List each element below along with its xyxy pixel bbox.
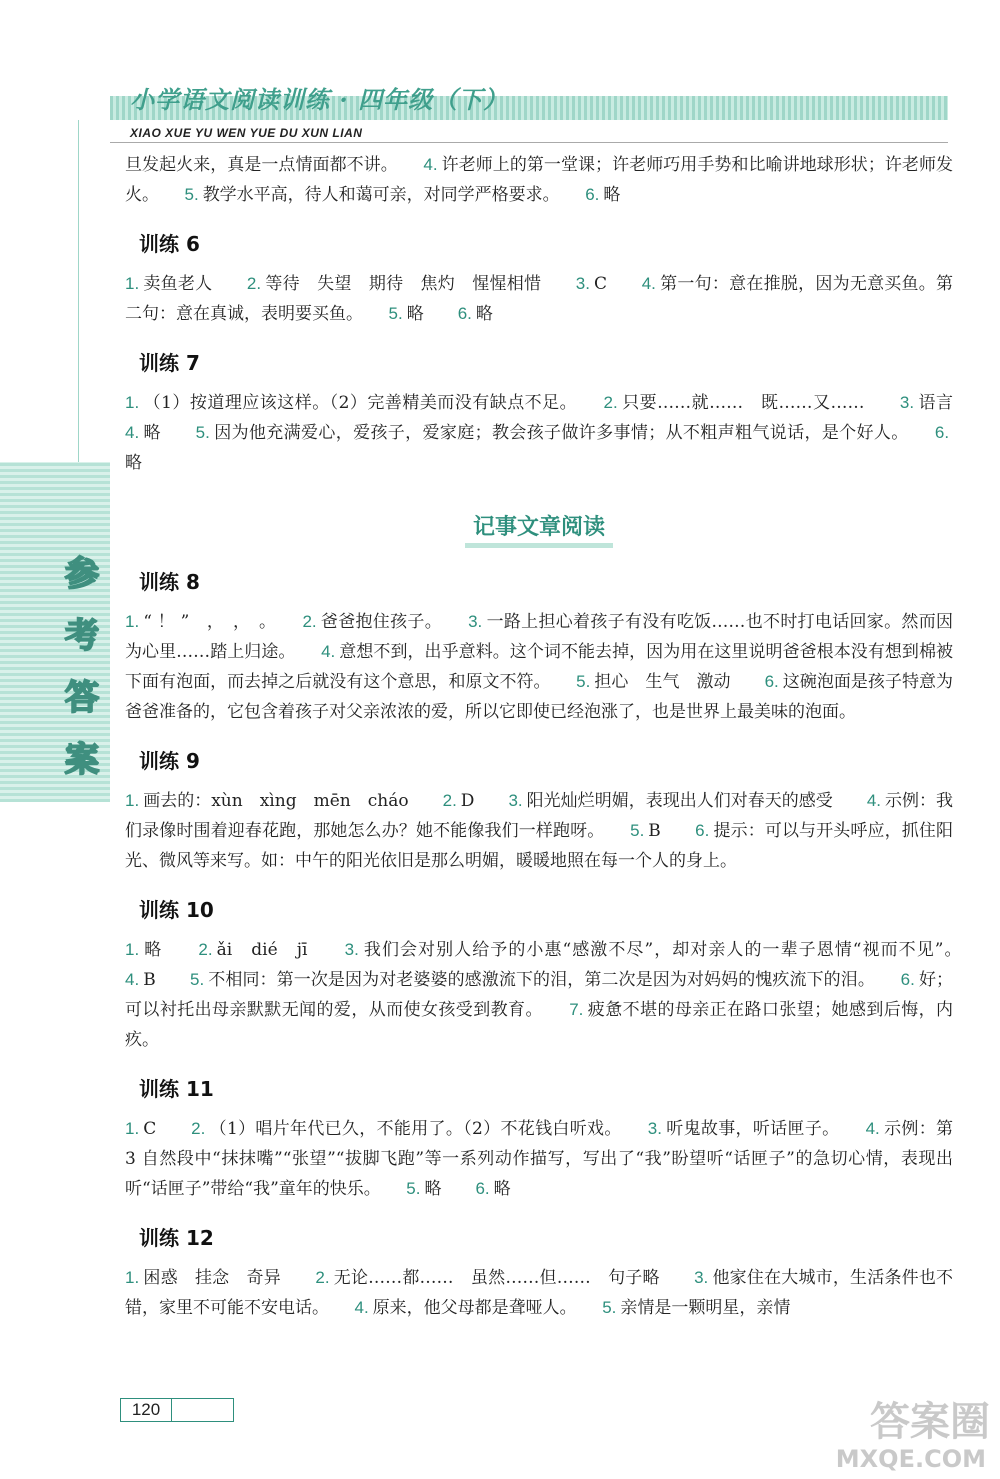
item-text: （1）唱片年代已久，不能用了。（2）不花钱白听戏。 — [209, 1119, 614, 1139]
item-number: 2. — [603, 393, 618, 412]
item-number: 6. — [457, 304, 472, 323]
item-number: 7. — [569, 1000, 584, 1019]
item-number: 5. — [195, 423, 210, 442]
item-text: 略 — [406, 304, 424, 324]
item-number: 5. — [388, 304, 403, 323]
item-text: 亲情是一颗明星，亲情 — [620, 1298, 791, 1318]
item-text: 略 — [493, 1179, 511, 1199]
item-text: B — [648, 821, 661, 841]
item-text: C — [143, 1119, 157, 1139]
item-number: 4. — [125, 423, 140, 442]
item-text: 示例：我们录像时围着迎春花跑，那她怎么办？她不能像我们一样跑呀。 — [125, 791, 954, 841]
item-text: 卖鱼老人 — [143, 274, 213, 294]
item-number: 4. — [423, 155, 438, 174]
item-number: 2. — [302, 612, 317, 631]
item-text: 听鬼故事，听话匣子。 — [665, 1119, 831, 1139]
item-number: 4. — [354, 1298, 369, 1317]
side-char: 考 — [65, 616, 99, 656]
watermark-en: MXQE.COM — [835, 1445, 986, 1473]
watermark-logo — [800, 1400, 1000, 1479]
item-text: ǎi dié jī — [216, 940, 308, 960]
item-text: 这碗泡面是孩子特意为爸爸准备的，它包含着孩子对父亲浓浓的爱，所以它即使已经泡涨了，也是世界上最美味的泡面。 — [125, 672, 954, 722]
item-text: 他家住在大城市，生活条件也不错，家里不可能不安电话。 — [125, 1268, 954, 1318]
item-number: 3. — [344, 940, 359, 959]
item-text: （1）按道理应该这样。（2）完善精美而没有缺点不足。 — [143, 393, 569, 413]
item-number: 1. — [125, 1268, 140, 1287]
item-number: 3. — [899, 393, 915, 412]
page-number: 120 — [121, 1399, 172, 1421]
item-number: 5. — [602, 1298, 617, 1317]
item-number: 3. — [694, 1268, 709, 1287]
item-text: 略 — [603, 185, 621, 205]
item-text: 画去的：xùn xìng mēn cháo — [143, 791, 409, 811]
item-text: D — [460, 791, 475, 811]
item-text: 疲惫不堪的母亲正在路口张望；她感到后悔，内疚。 — [125, 1000, 954, 1050]
intro-paragraph — [125, 150, 953, 210]
item-number: 6. — [934, 423, 950, 442]
item-text: B — [143, 970, 156, 990]
item-number: 2. — [442, 791, 457, 810]
item-text: 爸爸抱住孩子。 — [320, 612, 434, 632]
item-text: 略 — [125, 453, 142, 473]
item-text: 无论……都…… 虽然……但…… 句子略 — [333, 1268, 660, 1288]
watermark-cn: 答案圈 — [870, 1399, 990, 1445]
item-text: 意想不到，出乎意料。这个词不能去掉，因为用在这里说明爸爸根本没有想到棉被下面有泡面，而去掉之后就没有这个意思，和原文不符。 — [125, 642, 954, 692]
item-number: 6. — [900, 970, 915, 989]
item-text: 第一句：意在推脱，因为无意买鱼。第二句：意在真诚，表明要买鱼。 — [125, 274, 954, 324]
item-text: 教学水平高，待人和蔼可亲，对同学严格要求。 — [202, 185, 552, 205]
exercise-title: 训练 7 — [139, 351, 200, 375]
item-text: C — [593, 274, 607, 294]
item-text: 我们会对别人给予的小惠“感激不尽”，却对亲人的一辈子恩情“视而不见”。 — [362, 940, 954, 960]
item-number: 6. — [764, 672, 779, 691]
item-text: 语言 — [918, 393, 954, 413]
item-number: 4. — [125, 970, 140, 989]
side-decor-line — [78, 120, 79, 500]
item-text: 原来，他父母都是聋哑人。 — [372, 1298, 569, 1318]
exercise-title: 训练 9 — [139, 749, 200, 773]
exercise-title: 训练 8 — [139, 570, 200, 594]
item-text: 略 — [143, 423, 161, 443]
item-number: 2. — [198, 940, 213, 959]
item-text: 略 — [424, 1179, 442, 1199]
item-number: 2. — [191, 1119, 206, 1138]
item-number: 2. — [315, 1268, 330, 1287]
answer-content — [125, 150, 953, 1323]
item-text: 等待 失望 期待 焦灼 惺惺相惜 — [265, 274, 542, 294]
item-text: 许老师上的第一堂课；许老师巧用手势和比喻讲地球形状；许老师发火。 — [125, 155, 954, 205]
item-number: 4. — [865, 1119, 880, 1138]
item-number: 4. — [321, 642, 336, 661]
page-number-box — [120, 1398, 234, 1422]
exercise-answers — [125, 786, 953, 876]
item-number: 1. — [125, 393, 140, 412]
item-number: 1. — [125, 791, 140, 810]
item-number: 1. — [125, 940, 140, 959]
header-rule — [110, 142, 948, 143]
item-number: 5. — [630, 821, 645, 840]
sections-part-b — [125, 566, 953, 1323]
section-heading-text: 记事文章阅读 — [465, 508, 613, 548]
item-text: 担心 生气 激动 — [594, 672, 731, 692]
item-text: 只要……就…… 既……又…… — [621, 393, 865, 413]
side-char: 答 — [65, 678, 99, 718]
side-char: 案 — [65, 740, 99, 780]
item-number: 1. — [125, 1119, 140, 1138]
book-title-pinyin: XIAO XUE YU WEN YUE DU XUN LIAN — [130, 126, 363, 140]
item-text: 不相同：第一次是因为对老婆婆的感激流下的泪，第二次是因为对妈妈的愧疚流下的泪。 — [208, 970, 867, 990]
sections-part-a — [125, 228, 953, 478]
item-text: 好；可以衬托出母亲默默无闻的爱，从而使女孩受到教育。 — [125, 970, 954, 1020]
item-number: 6. — [475, 1179, 490, 1198]
item-text: 阳光灿烂明媚，表现出人们对春天的感受 — [526, 791, 833, 811]
item-number: 1. — [125, 274, 140, 293]
item-text: 略 — [143, 940, 163, 960]
exercise-title: 训练 6 — [139, 232, 200, 256]
item-text: “ ！ ” ， ， 。 — [143, 612, 268, 632]
exercise-answers — [125, 935, 953, 1055]
item-text: 一路上担心着孩子有没有吃饭……也不时打电话回家。然而因为心里……踏上归途。 — [125, 612, 953, 662]
exercise-title: 训练 11 — [139, 1077, 214, 1101]
exercise-answers — [125, 388, 953, 478]
item-number: 2. — [246, 274, 262, 293]
item-number: 6. — [585, 185, 600, 204]
item-number: 3. — [468, 612, 483, 631]
item-text: 提示：可以与开头呼应，抓住阳光、微风等来写。如：中午的阳光依旧是那么明媚，暖暖地照在每一个人的身上。 — [125, 821, 954, 871]
side-tab-label — [52, 548, 112, 786]
item-number: 3. — [575, 274, 590, 293]
item-text: 因为他充满爱心，爱孩子，爱家庭；教会孩子做许多事情；从不粗声粗气说话，是个好人。 — [213, 423, 901, 443]
item-number: 4. — [866, 791, 881, 810]
item-number: 5. — [576, 672, 591, 691]
exercise-answers — [125, 1263, 953, 1323]
exercise-title: 训练 10 — [139, 898, 214, 922]
item-number: 3. — [508, 791, 523, 810]
item-number: 5. — [406, 1179, 421, 1198]
item-text: 示例：第 3 自然段中“抹抹嘴”“张望”“拔脚飞跑”等一系列动作描写，写出了“我”盼望听“话匣子”的急切心情，表现出听“话匣子”带给“我”童年的快乐。 — [125, 1119, 954, 1199]
item-number: 6. — [695, 821, 710, 840]
side-char: 参 — [65, 554, 99, 594]
item-number: 3. — [647, 1119, 662, 1138]
item-number: 5. — [189, 970, 205, 989]
exercise-answers — [125, 1114, 953, 1204]
book-title: 小学语文阅读训练 · 四年级（下） — [130, 85, 509, 114]
exercise-answers — [125, 607, 953, 727]
item-number: 5. — [184, 185, 199, 204]
exercise-answers — [125, 269, 953, 329]
exercise-title: 训练 12 — [139, 1226, 214, 1250]
item-text: 旦发起火来，真是一点情面都不讲。 — [125, 155, 390, 175]
section-heading — [125, 508, 953, 548]
item-number: 1. — [125, 612, 140, 631]
item-text: 困惑 挂念 奇异 — [143, 1268, 281, 1288]
item-number: 4. — [641, 274, 656, 293]
item-text: 略 — [475, 304, 493, 324]
